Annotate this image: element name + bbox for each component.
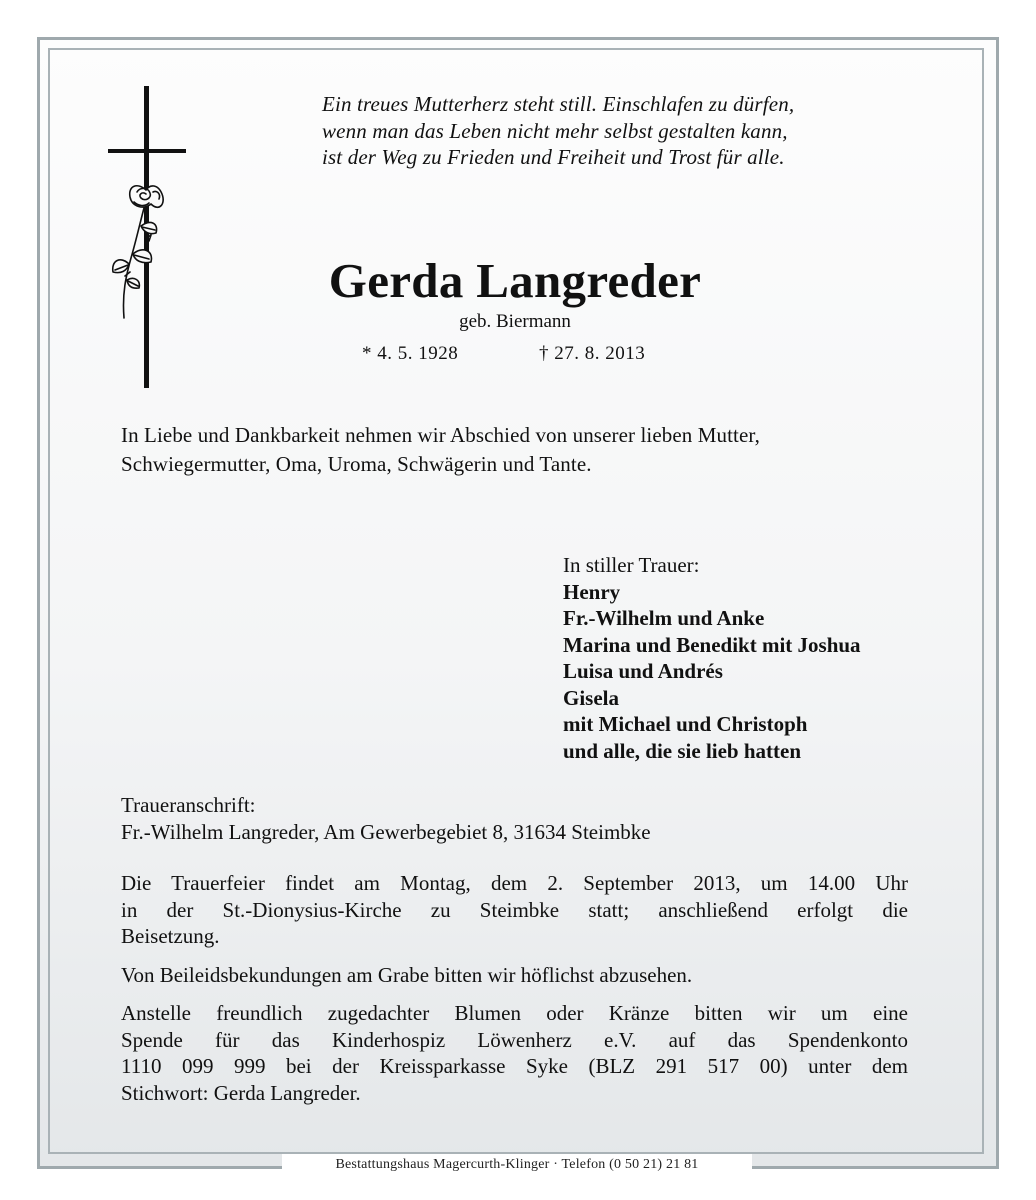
death-date: † 27. 8. 2013 xyxy=(539,343,646,364)
donation-paragraph xyxy=(121,1000,908,1106)
funeral-home-footer: Bestattungshaus Magercurth-Klinger · Telefon (0 50 21) 21 81 xyxy=(282,1154,752,1176)
donation-line: Anstelle freundlich zugedachter Blumen oder Kränze bitten wir um eine xyxy=(121,1001,908,1025)
birth-date: * 4. 5. 1928 xyxy=(362,343,459,364)
donation-line: Stichwort: Gerda Langreder. xyxy=(121,1080,361,1105)
mourners-block xyxy=(563,552,943,764)
address-value: Fr.-Wilhelm Langreder, Am Gewerbegebiet 8, 31634 Steimbke xyxy=(121,819,651,844)
cross-with-rose-icon xyxy=(104,86,188,388)
mourner-name: Fr.-Wilhelm und Anke xyxy=(563,606,765,630)
service-line: Die Trauerfeier findet am Montag, dem 2. September 2013, um 14.00 Uhr xyxy=(121,871,908,895)
mourner-name: Henry xyxy=(563,579,621,604)
mourner-name: mit Michael und Christoph xyxy=(563,712,808,736)
condolences-line: Von Beileidsbekundungen am Grabe bitten wir höflichst abzusehen. xyxy=(121,962,693,987)
donation-line: Spende für das Kinderhospiz Löwenherz e.V. auf das Spendenkonto xyxy=(121,1027,908,1052)
service-line: Beisetzung. xyxy=(121,924,220,948)
farewell-line: Schwiegermutter, Oma, Uroma, Schwägerin und Tante. xyxy=(121,452,592,476)
birth-name: geb. Biermann xyxy=(459,311,571,332)
motto-poem xyxy=(322,91,922,171)
farewell-line: In Liebe und Dankbarkeit nehmen wir Abschied von unserer lieben Mutter, xyxy=(121,423,760,447)
condolences-paragraph xyxy=(121,962,908,989)
motto-line: Ein treues Mutterherz steht still. Einschlafen zu dürfen, xyxy=(322,92,795,116)
mourner-name: Gisela xyxy=(563,685,619,710)
motto-line: ist der Weg zu Frieden und Freiheit und Trost für alle. xyxy=(322,145,785,169)
address-label: Traueranschrift: xyxy=(121,793,256,817)
donation-line: 1110 099 999 bei der Kreissparkasse Syke (BLZ 291 517 00) unter dem xyxy=(121,1054,908,1078)
deceased-name: Gerda Langreder xyxy=(328,253,702,308)
mourner-name: Luisa und Andrés xyxy=(563,659,723,683)
service-paragraph xyxy=(121,870,908,950)
motto-line: wenn man das Leben nicht mehr selbst gestalten kann, xyxy=(322,118,788,143)
mourners-heading: In stiller Trauer: xyxy=(563,553,700,577)
service-line: in der St.-Dionysius-Kirche zu Steimbke statt; anschließend erfolgt die xyxy=(121,897,908,922)
mourner-name: und alle, die sie lieb hatten xyxy=(563,738,802,763)
notice-paragraphs xyxy=(121,870,908,1118)
mourning-address xyxy=(121,792,921,845)
mourner-name: Marina und Benedikt mit Joshua xyxy=(563,632,861,657)
farewell-text xyxy=(121,421,921,479)
